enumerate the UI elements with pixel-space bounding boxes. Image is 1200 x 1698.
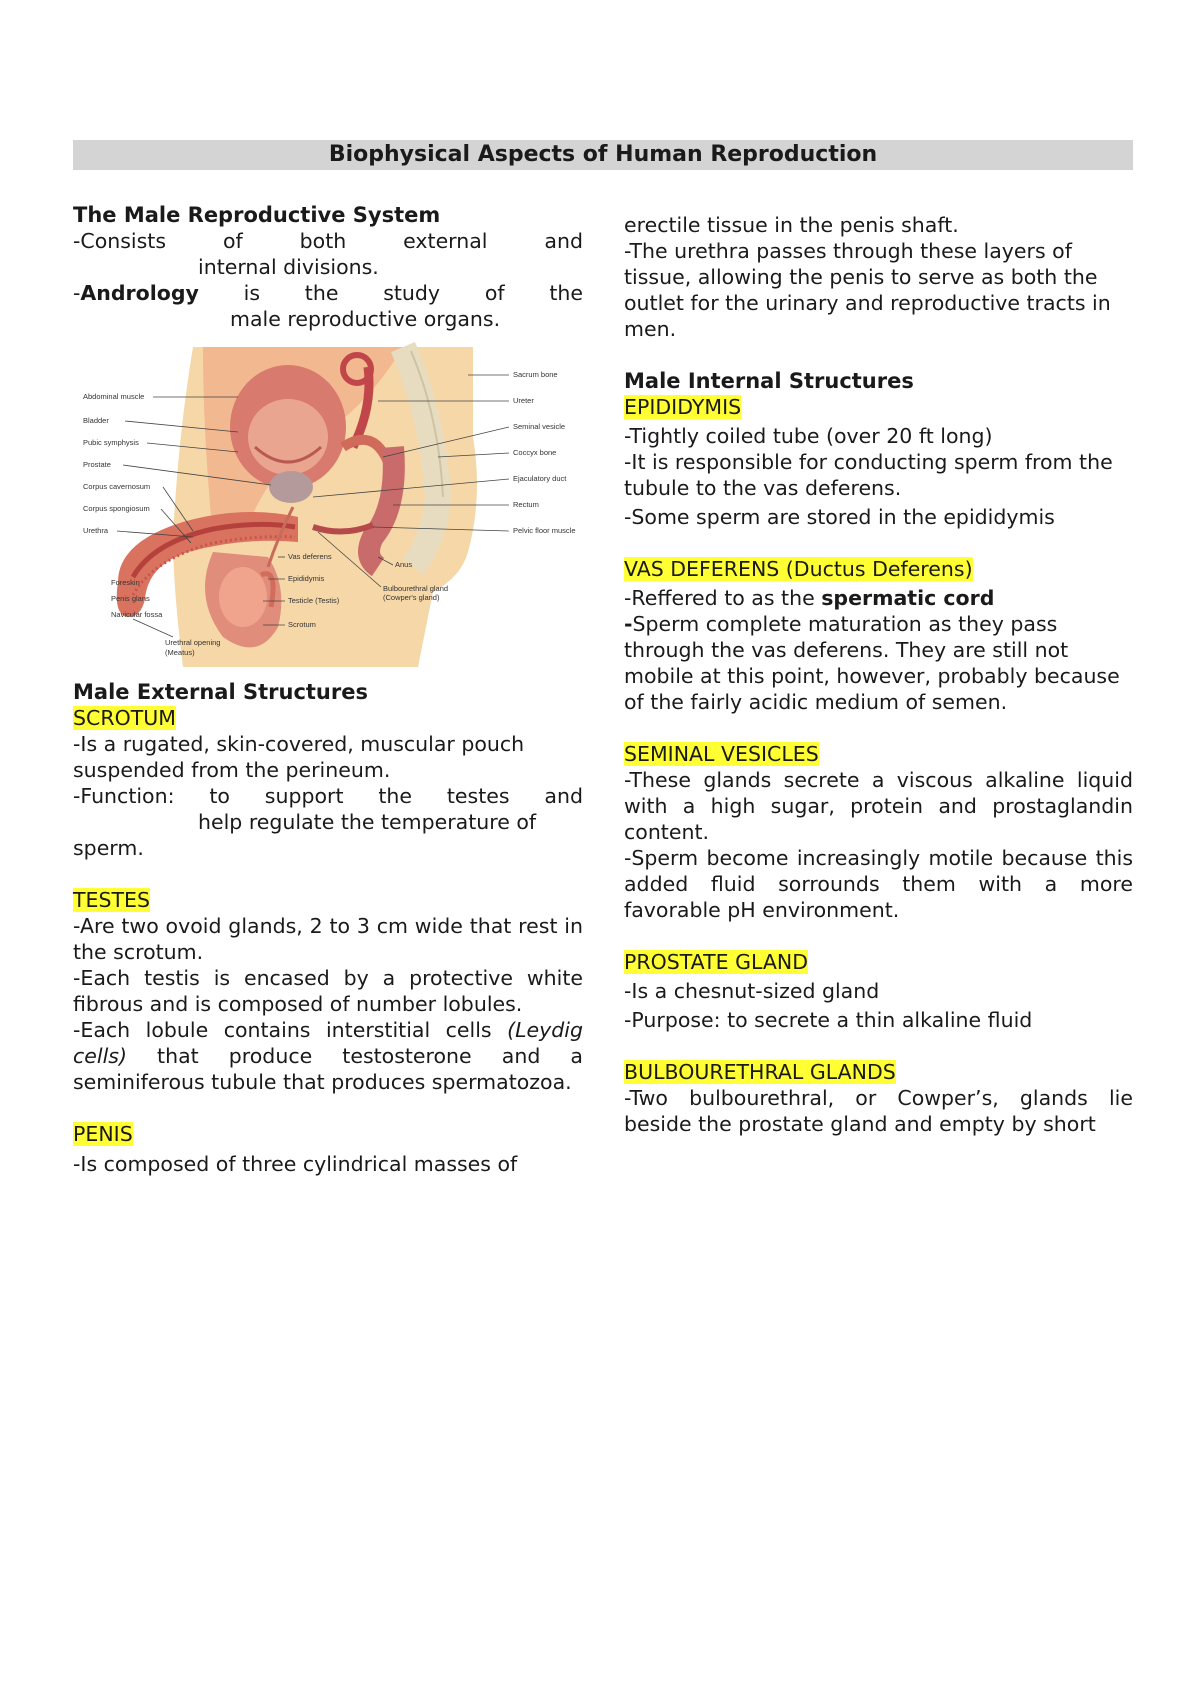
andrology-line-cont: male reproductive organs. (230, 307, 501, 331)
consists-line: -Consists of both external and (73, 229, 583, 253)
epididymis-title: EPIDIDYMIS (624, 395, 742, 419)
svg-text:Testicle (Testis): Testicle (Testis) (288, 596, 340, 605)
bulbourethral-desc: -Two bulbourethral, or Cowper’s, glands lie beside the prostate gland and empty by short (624, 1086, 1133, 1136)
svg-text:Prostate: Prostate (83, 460, 111, 469)
section-heading-external: Male External Structures (73, 680, 368, 704)
prostate-title: PROSTATE GLAND (624, 950, 809, 974)
andrology-term: Andrology (80, 281, 199, 305)
spermatic-cord: spermatic cord (821, 586, 995, 610)
svg-text:Navicular fossa: Navicular fossa (111, 610, 163, 619)
svg-text:Pelvic floor muscle: Pelvic floor muscle (513, 526, 576, 535)
epididymis-desc-1: -Tightly coiled tube (over 20 ft long) (624, 424, 993, 448)
epididymis-desc-2: -It is responsible for conducting sperm from the tubule to the vas deferens. (624, 450, 1113, 500)
vas-deferens-desc-1: -Reffered to as the spermatic cord (624, 586, 995, 610)
urethra-desc: -The urethra passes through these layers of tissue, allowing the penis to serve as both the outlet for the urinary and reproductive tracts in men. (624, 239, 1111, 341)
section-heading-male-system: The Male Reproductive System (73, 203, 441, 227)
testes-desc-2: -Each testis is encased by a protective white fibrous and is composed of number lobules. (73, 966, 583, 1016)
svg-text:Epididymis: Epididymis (288, 574, 325, 583)
seminal-vesicles-title: SEMINAL VESICLES (624, 742, 819, 766)
svg-text:Coccyx bone: Coccyx bone (513, 448, 557, 457)
testes-desc-3: -Each lobule contains interstitial cells (Leydig cells) that produce testosterone and a seminiferous tubule that produces spermatozoa. (73, 1018, 583, 1094)
document-title: Biophysical Aspects of Human Reproduction (73, 140, 1133, 170)
epididymis-desc-3: -Some sperm are stored in the epididymis (624, 505, 1055, 529)
svg-text:Penis glans: Penis glans (111, 594, 150, 603)
svg-text:Ejaculatory duct: Ejaculatory duct (513, 474, 567, 483)
seminal-vesicles-desc-2: -Sperm become increasingly motile because this added fluid sorrounds them with a more favorable pH environment. (624, 846, 1133, 922)
figure-labels-left (83, 392, 163, 619)
svg-text:Corpus spongiosum: Corpus spongiosum (83, 504, 150, 513)
svg-text:(Meatus): (Meatus) (165, 648, 195, 657)
svg-text:Urethral opening: Urethral opening (165, 638, 221, 647)
svg-text:Corpus cavernosum: Corpus cavernosum (83, 482, 151, 491)
scrotum-function-cont: help regulate the temperature of (198, 810, 537, 834)
penis-desc-cont: erectile tissue in the penis shaft. (624, 213, 959, 237)
left-column (73, 202, 583, 1177)
svg-text:Urethra: Urethra (83, 526, 109, 535)
svg-text:Seminal vesicle: Seminal vesicle (513, 422, 566, 431)
svg-text:Scrotum: Scrotum (288, 620, 316, 629)
testes-title: TESTES (73, 888, 150, 912)
svg-text:Ureter: Ureter (513, 396, 534, 405)
scrotum-function-end: sperm. (73, 836, 144, 860)
svg-text:Sacrum bone: Sacrum bone (513, 370, 558, 379)
svg-text:Foreskin: Foreskin (111, 578, 140, 587)
scrotum-function: -Function: to support the testes and (73, 784, 583, 808)
prostate-desc-2: -Purpose: to secrete a thin alkaline fluid (624, 1008, 1033, 1032)
svg-text:(Cowper's gland): (Cowper's gland) (383, 593, 440, 602)
figure-labels-right (513, 370, 576, 535)
scrotum-desc: -Is a rugated, skin-covered, muscular pouch suspended from the perineum. (73, 732, 525, 782)
svg-text:Bladder: Bladder (83, 416, 109, 425)
section-heading-internal: Male Internal Structures (624, 369, 914, 393)
penis-title: PENIS (73, 1122, 133, 1146)
right-column (624, 212, 1133, 1137)
consists-line-cont: internal divisions. (198, 255, 379, 279)
vas-deferens-desc-2: -Sperm complete maturation as they pass through the vas deferens. They are still not mobile at this point, however, probably because of the fairly acidic medium of semen. (624, 612, 1120, 714)
svg-text:Rectum: Rectum (513, 500, 539, 509)
svg-text:Vas deferens: Vas deferens (288, 552, 332, 561)
svg-text:Anus: Anus (395, 560, 413, 569)
anatomy-illustration (73, 337, 583, 675)
andrology-line: -Andrology is the study of the (73, 281, 583, 305)
scrotum-title: SCROTUM (73, 706, 176, 730)
svg-text:Abdominal muscle: Abdominal muscle (83, 392, 145, 401)
penis-desc: -Is composed of three cylindrical masses of (73, 1152, 518, 1176)
leydig-cells: (Leydig cells) (73, 1018, 583, 1068)
bulbourethral-title: BULBOURETHRAL GLANDS (624, 1060, 896, 1084)
prostate-desc-1: -Is a chesnut-sized gland (624, 979, 880, 1003)
svg-text:Bulbourethral gland: Bulbourethral gland (383, 584, 449, 593)
vas-deferens-title: VAS DEFERENS (Ductus Deferens) (624, 557, 973, 581)
testes-desc-1: -Are two ovoid glands, 2 to 3 cm wide that rest in the scrotum. (73, 914, 583, 964)
seminal-vesicles-desc-1: -These glands secrete a viscous alkaline liquid with a high sugar, protein and prostaglandin content. (624, 768, 1133, 844)
male-anatomy-diagram (73, 337, 583, 675)
svg-text:Pubic symphysis: Pubic symphysis (83, 438, 139, 447)
